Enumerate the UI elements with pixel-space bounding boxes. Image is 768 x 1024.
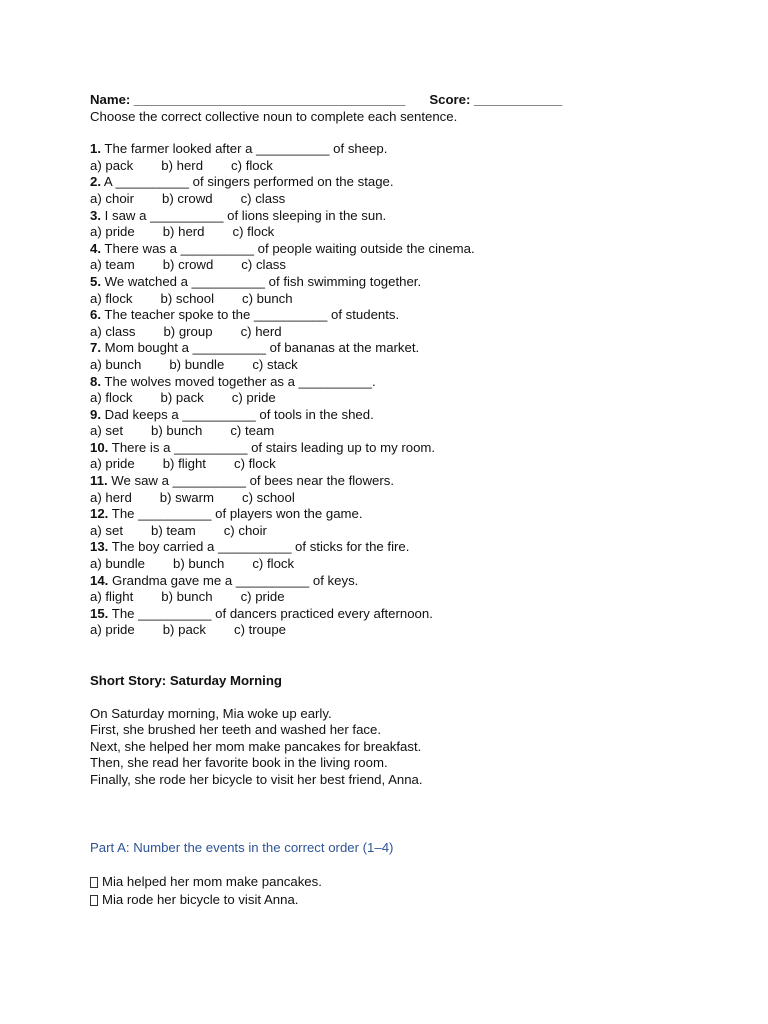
answer-option: c) team bbox=[230, 423, 275, 439]
question-number: 1. bbox=[90, 141, 101, 157]
question-item bbox=[90, 539, 690, 556]
question-item bbox=[90, 573, 690, 590]
answer-option: b) bundle bbox=[169, 356, 225, 372]
story-title: Short Story: Saturday Morning bbox=[90, 673, 282, 688]
answer-option: a) set bbox=[90, 522, 123, 538]
story-line: Then, she read her favorite book in the living room. bbox=[90, 755, 388, 771]
answer-option: b) school bbox=[160, 290, 215, 306]
answer-option: a) pack bbox=[90, 157, 134, 173]
answer-options bbox=[90, 490, 690, 507]
answer-option: c) flock bbox=[232, 224, 275, 240]
answer-option: a) flock bbox=[90, 390, 133, 406]
answer-option: c) choir bbox=[223, 522, 267, 538]
question-text: The boy carried a __________ of sticks for the fire. bbox=[108, 539, 410, 555]
question-item bbox=[90, 407, 690, 424]
story-body bbox=[90, 706, 690, 789]
answer-option: a) choir bbox=[90, 190, 134, 206]
answer-options bbox=[90, 390, 690, 407]
answer-options bbox=[90, 324, 690, 341]
answer-option: b) flight bbox=[162, 456, 206, 472]
question-text: I saw a __________ of lions sleeping in the sun. bbox=[101, 207, 387, 223]
answer-option: a) pride bbox=[90, 622, 135, 638]
answer-option: c) flock bbox=[252, 556, 295, 572]
answer-options bbox=[90, 224, 690, 241]
question-text: The __________ of players won the game. bbox=[108, 506, 363, 522]
answer-option: a) bundle bbox=[90, 556, 145, 572]
question-number: 12. bbox=[90, 506, 109, 522]
question-item bbox=[90, 241, 690, 258]
answer-options bbox=[90, 357, 690, 374]
story-line: Finally, she rode her bicycle to visit her best friend, Anna. bbox=[90, 771, 423, 787]
answer-option: b) swarm bbox=[159, 489, 215, 505]
question-text: The wolves moved together as a __________. bbox=[101, 373, 376, 389]
answer-options bbox=[90, 291, 690, 308]
question-text: The farmer looked after a __________ of sheep. bbox=[101, 141, 388, 157]
answer-option: a) flock bbox=[90, 290, 133, 306]
answer-option: c) stack bbox=[252, 356, 298, 372]
answer-options bbox=[90, 158, 690, 175]
question-item bbox=[90, 340, 690, 357]
question-number: 11. bbox=[90, 473, 108, 489]
answer-options bbox=[90, 456, 690, 473]
question-item bbox=[90, 606, 690, 623]
question-item bbox=[90, 374, 690, 391]
part-a-heading: Part A: Number the events in the correct order (1–4) bbox=[90, 839, 394, 855]
answer-option: c) bunch bbox=[242, 290, 293, 306]
question-item bbox=[90, 440, 690, 457]
story-line: Next, she helped her mom make pancakes for breakfast. bbox=[90, 738, 422, 754]
answer-option: b) bunch bbox=[173, 556, 225, 572]
answer-options bbox=[90, 523, 690, 540]
checkbox-icon[interactable] bbox=[90, 877, 98, 888]
question-list bbox=[90, 141, 690, 639]
question-item bbox=[90, 141, 690, 158]
story-line: First, she brushed her teeth and washed her face. bbox=[90, 722, 382, 738]
question-text: A __________ of singers performed on the stage. bbox=[101, 174, 394, 190]
question-number: 7. bbox=[90, 340, 101, 356]
answer-option: b) herd bbox=[161, 157, 204, 173]
answer-option: b) pack bbox=[160, 390, 204, 406]
answer-option: c) troupe bbox=[233, 622, 287, 638]
header-row bbox=[90, 92, 690, 109]
answer-option: c) school bbox=[242, 489, 295, 505]
answer-options bbox=[90, 556, 690, 573]
answer-options bbox=[90, 257, 690, 274]
question-item bbox=[90, 274, 690, 291]
answer-option: c) herd bbox=[240, 323, 282, 339]
answer-option: c) pride bbox=[231, 390, 276, 406]
question-number: 10. bbox=[90, 439, 109, 455]
answer-option: a) herd bbox=[90, 489, 132, 505]
story-line: On Saturday morning, Mia woke up early. bbox=[90, 705, 332, 721]
question-number: 8. bbox=[90, 373, 101, 389]
event-text: Mia rode her bicycle to visit Anna. bbox=[102, 891, 299, 907]
question-text: Mom bought a __________ of bananas at the market. bbox=[101, 340, 420, 356]
answer-option: b) group bbox=[163, 323, 213, 339]
answer-option: c) class bbox=[240, 190, 286, 206]
answer-option: a) set bbox=[90, 423, 123, 439]
answer-option: a) team bbox=[90, 257, 135, 273]
question-number: 3. bbox=[90, 207, 101, 223]
answer-option: c) flock bbox=[233, 456, 276, 472]
question-number: 14. bbox=[90, 572, 109, 588]
question-text: Grandma gave me a __________ of keys. bbox=[108, 572, 359, 588]
answer-options bbox=[90, 589, 690, 606]
checkbox-icon[interactable] bbox=[90, 895, 98, 906]
question-number: 2. bbox=[90, 174, 101, 190]
answer-option: a) pride bbox=[90, 456, 135, 472]
answer-option: c) class bbox=[241, 257, 286, 273]
answer-option: a) pride bbox=[90, 224, 135, 240]
answer-option: b) pack bbox=[162, 622, 206, 638]
answer-option: a) bunch bbox=[90, 356, 142, 372]
answer-option: c) pride bbox=[240, 589, 285, 605]
instructions: Choose the correct collective noun to complete each sentence. bbox=[90, 108, 458, 124]
event-list bbox=[90, 874, 690, 908]
question-number: 13. bbox=[90, 539, 109, 555]
question-text: There was a __________ of people waiting outside the cinema. bbox=[101, 240, 475, 256]
question-item bbox=[90, 506, 690, 523]
question-text: The __________ of dancers practiced every afternoon. bbox=[108, 605, 433, 621]
answer-options bbox=[90, 622, 690, 639]
question-item bbox=[90, 208, 690, 225]
answer-option: b) bunch bbox=[150, 423, 203, 439]
event-item bbox=[90, 874, 690, 891]
question-text: Dad keeps a __________ of tools in the shed. bbox=[101, 406, 374, 422]
answer-option: a) flight bbox=[90, 589, 134, 605]
answer-option: b) crowd bbox=[162, 257, 214, 273]
answer-option: c) flock bbox=[231, 157, 273, 173]
question-number: 9. bbox=[90, 406, 101, 422]
event-item bbox=[90, 892, 690, 909]
question-item bbox=[90, 307, 690, 324]
question-text: There is a __________ of stairs leading up to my room. bbox=[108, 439, 436, 455]
score-field-label: Score: ____________ bbox=[429, 92, 563, 107]
question-text: We watched a __________ of fish swimming together. bbox=[101, 273, 422, 289]
answer-option: b) team bbox=[150, 522, 196, 538]
question-number: 6. bbox=[90, 307, 101, 323]
name-field-label: Name: _____________________________________ bbox=[90, 92, 406, 107]
answer-option: b) herd bbox=[162, 224, 205, 240]
answer-options bbox=[90, 191, 690, 208]
question-text: We saw a __________ of bees near the flowers. bbox=[107, 473, 395, 489]
question-item bbox=[90, 174, 690, 191]
question-number: 4. bbox=[90, 240, 101, 256]
question-number: 5. bbox=[90, 273, 101, 289]
answer-option: a) class bbox=[90, 323, 136, 339]
event-text: Mia helped her mom make pancakes. bbox=[102, 874, 322, 890]
answer-option: b) crowd bbox=[161, 190, 213, 206]
answer-options bbox=[90, 423, 690, 440]
question-number: 15. bbox=[90, 605, 109, 621]
question-item bbox=[90, 473, 690, 490]
question-text: The teacher spoke to the __________ of students. bbox=[101, 307, 400, 323]
worksheet bbox=[90, 92, 690, 909]
answer-option: b) bunch bbox=[161, 589, 213, 605]
